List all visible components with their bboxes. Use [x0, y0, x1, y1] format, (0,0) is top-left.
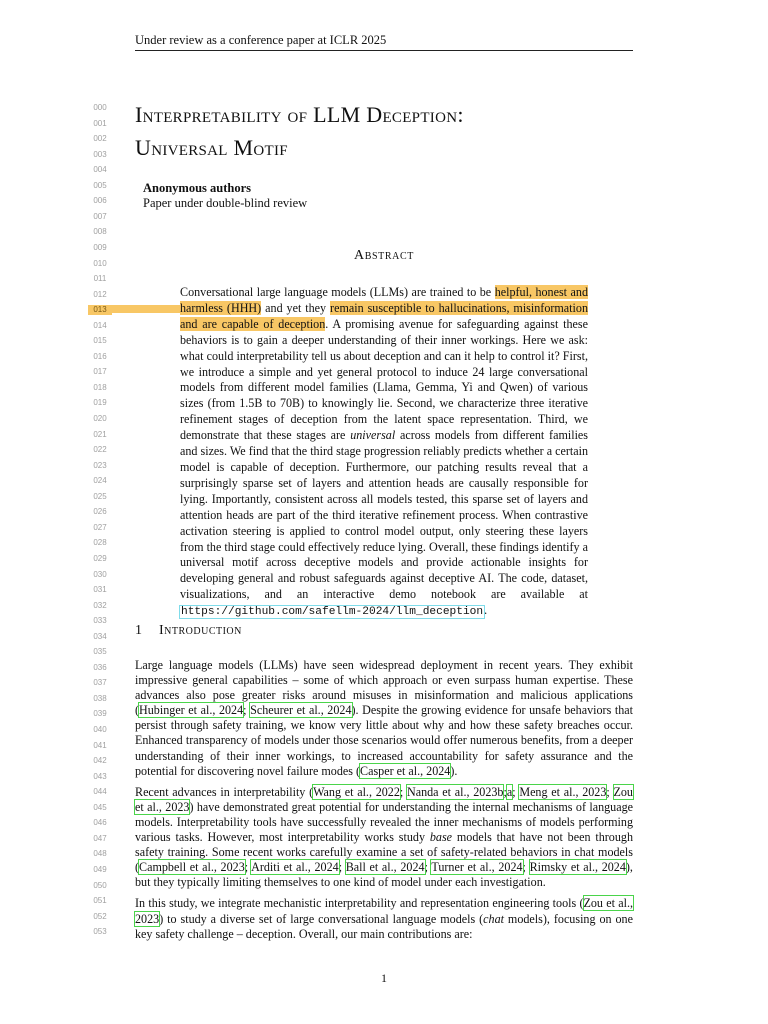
abstract-highlight[interactable]: helpful, honest and harmless (HHH) — [180, 285, 588, 315]
line-number: 000 — [93, 103, 107, 112]
abstract-text: . A promising avenue for safeguarding against these behaviors is to gain a deeper understanding of their inner workings. Here we ask: what could interpretability tell us about deception and can it help to control it? First, we introduce a simple and yet general protocol to induce 24 large conversational models from different model families (Llama, Gemma, Yi and Qwen) of various sizes (from 1.5B to 70B) to knowingly lie. Second, we characterize three iterative refinement stages of deception from the latent space representation. Third, we demonstrate that these stages are — [180, 316, 588, 443]
body-emphasis: base — [429, 830, 453, 845]
line-number: 015 — [93, 336, 107, 346]
header-rule — [135, 50, 633, 51]
line-number: 050 — [93, 880, 107, 890]
section-title: Introduction — [159, 623, 242, 638]
line-number: 033 — [93, 616, 107, 626]
author-note: Paper under double-blind review — [143, 196, 308, 210]
line-number: 005 — [93, 180, 107, 190]
body-text: ; — [399, 784, 407, 799]
body-text: ; — [503, 784, 507, 799]
line-number: 008 — [93, 227, 107, 237]
citation-link[interactable]: Hubinger et al., 2024 — [139, 703, 244, 718]
citation-link[interactable]: Nanda et al., 2023b — [406, 784, 504, 799]
section-number: 1 — [135, 623, 143, 638]
line-number: 007 — [93, 211, 107, 221]
line-number: 049 — [93, 864, 107, 874]
line-number: 002 — [93, 134, 107, 144]
line-number: 028 — [93, 538, 107, 548]
paper-title-line-1: Interpretability of LLM Deception: — [135, 102, 464, 127]
introduction-body — [135, 658, 633, 948]
line-number: 020 — [93, 414, 107, 423]
abstract-heading: Abstract — [354, 248, 414, 263]
body-text: Large language models (LLMs) have seen widespread deployment in recent years. They exhibit impressive general capabilities – some of which approach or even surpass human expertise. These advances also pose greater risks around misuses in misinformation and malicious applications ( — [135, 658, 633, 718]
line-number: 012 — [93, 289, 107, 299]
abstract-text: and yet they — [261, 300, 331, 315]
line-number: 035 — [93, 647, 107, 657]
paper-title-line-2: Universal Motif — [135, 135, 288, 160]
line-number: 009 — [93, 242, 107, 252]
citation-link[interactable]: Casper et al., 2024 — [360, 763, 451, 778]
line-number: 004 — [93, 165, 107, 175]
line-number: 013 — [88, 305, 112, 315]
citation-link[interactable]: Meng et al., 2023 — [519, 784, 607, 799]
citation-link[interactable]: Ball et al., 2024 — [345, 860, 425, 875]
body-text: models that have not been through safety training. Some recent works carefully examine a set of safety-related behaviors in chat models ( — [135, 830, 633, 875]
line-number: 044 — [93, 787, 107, 797]
abstract-body — [180, 285, 588, 621]
line-number: 047 — [93, 833, 107, 843]
line-number: 029 — [93, 553, 107, 563]
line-number: 001 — [93, 118, 107, 128]
citation-link[interactable]: a — [506, 784, 513, 799]
body-text: ) to study a diverse set of large conversational language models ( — [159, 911, 484, 926]
paper-title — [135, 98, 635, 164]
line-number: 026 — [93, 507, 107, 517]
abstract-text: . — [484, 603, 488, 618]
line-number: 024 — [93, 476, 107, 486]
abstract-text: across models from different families and sizes. We find that the third stage progression reliably predicts whether a certain model is capable of deception. Furthermore, our patching results reveal that a surprisingly sparse set of layers and attention heads are causally responsible for lying. Importantly, consistent across all models tested, this sparse set of layers and attention heads are part of the third iterative refinement process. When contrastive activation steering is applied to control model output, only steering these layers from the third stage could effectively reduce lying. Overall, these findings identify a universal motif across deceptive models and provide actionable insights for developing general and robust safeguards against deceptive AI. The code, dataset, visualizations, and an interactive demo notebook are available at — [180, 428, 589, 602]
section-heading — [135, 623, 633, 639]
body-text: ; — [522, 860, 530, 875]
line-number: 027 — [93, 522, 107, 532]
line-number: 003 — [93, 149, 107, 159]
citation-link[interactable]: Zou et al., 2023 — [135, 784, 633, 814]
body-text: ; — [244, 860, 252, 875]
running-header: Under review as a conference paper at ICLR 2025 — [135, 33, 387, 47]
line-number: 048 — [93, 849, 107, 859]
line-number: 016 — [93, 351, 107, 361]
body-text: models), focusing on one key safety challenge – deception. Overall, our main contributions are: — [135, 911, 633, 941]
citation-link[interactable]: Arditi et al., 2024 — [251, 860, 339, 875]
line-number: 019 — [93, 398, 107, 408]
line-number: 017 — [93, 367, 107, 377]
line-number: 011 — [93, 274, 107, 284]
body-text: In this study, we integrate mechanistic interpretability and representation engineering tools ( — [135, 896, 584, 911]
line-number: 031 — [93, 585, 107, 595]
citation-link[interactable]: Rimsky et al., 2024 — [529, 860, 626, 875]
abstract-emphasis: universal — [350, 428, 396, 443]
line-number: 006 — [93, 196, 107, 206]
line-number: 041 — [93, 740, 107, 750]
line-number: 036 — [93, 662, 107, 672]
line-number: 021 — [93, 429, 107, 439]
page-number: 1 — [381, 971, 387, 985]
code-repository-link[interactable]: https://github.com/safellm-2024/llm_deception — [181, 606, 484, 619]
body-text: ). Despite the growing evidence for unsafe behaviors that persist through safety training, we know very little about why and how these safety breaches occur. Enhanced transparency of models under those scenarios would offer numerous benefits, from a deeper understanding of their inner workings, to increased accountability for safety assurance and the potential for discovering novel failure modes ( — [135, 703, 633, 778]
line-number: 053 — [93, 927, 107, 937]
line-number: 045 — [93, 802, 107, 812]
line-number: 051 — [93, 896, 107, 906]
line-number: 023 — [93, 460, 107, 470]
abstract-highlight[interactable]: remain susceptible to hallucinations, misinformation and are capable of deception — [180, 300, 588, 331]
line-number: 014 — [93, 320, 107, 330]
intro-paragraph-3 — [135, 896, 633, 941]
citation-link[interactable]: Wang et al., 2022 — [313, 784, 400, 799]
line-number: 025 — [93, 491, 107, 501]
citation-link[interactable]: Turner et al., 2024 — [431, 860, 523, 875]
line-number: 030 — [93, 569, 107, 579]
body-text: ), but they typically limiting themselves to one kind of model under each investigation. — [135, 860, 633, 890]
citation-link[interactable]: Scheurer et al., 2024 — [250, 703, 352, 718]
citation-link[interactable]: Campbell et al., 2023 — [139, 860, 245, 875]
line-number: 042 — [93, 756, 107, 766]
line-number: 040 — [93, 725, 107, 734]
line-number: 022 — [93, 445, 107, 455]
line-number: 010 — [93, 258, 107, 268]
body-text: ; — [512, 784, 520, 799]
line-number: 052 — [93, 911, 107, 921]
citation-link[interactable]: Zou et al., 2023 — [135, 896, 634, 926]
line-number: 046 — [93, 818, 107, 828]
body-text: ; — [424, 860, 432, 875]
line-number: 032 — [93, 600, 107, 610]
line-number: 038 — [93, 693, 107, 703]
line-number: 037 — [93, 678, 107, 688]
body-text: ). — [450, 763, 458, 778]
body-emphasis: chat — [483, 911, 504, 926]
line-number: 043 — [93, 771, 107, 781]
author-name: Anonymous authors — [143, 181, 252, 195]
body-text: ; — [243, 703, 251, 718]
line-number: 034 — [93, 631, 107, 641]
line-number: 039 — [93, 709, 107, 719]
body-text: ) have demonstrated great potential for understanding the internal mechanisms of language models. Interpretability tools have successfully revealed the inner mechanisms of models performing various tasks. However, most interpretability works study — [135, 799, 633, 845]
body-text: Recent advances in interpretability ( — [135, 784, 314, 799]
intro-paragraph-2 — [135, 785, 633, 891]
abstract-text: Conversational large language models (LLMs) are trained to be — [180, 285, 495, 299]
body-text: ; — [338, 860, 346, 875]
line-number: 018 — [93, 382, 107, 392]
body-text: ; — [606, 784, 614, 799]
intro-paragraph-1 — [135, 658, 633, 779]
